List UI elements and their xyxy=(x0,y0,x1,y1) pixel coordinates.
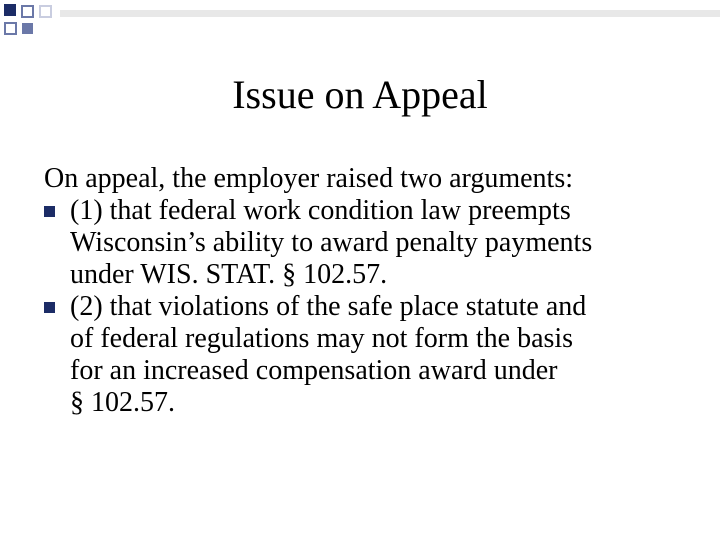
corner-square-dark xyxy=(4,4,16,16)
slide-body xyxy=(44,163,694,419)
bullet-line: of federal regulations may not form the basis xyxy=(70,323,574,354)
corner-square-outline-lower xyxy=(4,22,17,35)
bullet-line: § 102.57. xyxy=(70,387,175,418)
bullet-square-icon xyxy=(44,302,55,313)
bullet-line: for an increased compensation award under xyxy=(70,355,558,386)
bullet-item xyxy=(44,291,694,419)
bullet-line: (2) that violations of the safe place statute and xyxy=(70,291,587,322)
corner-square-outline xyxy=(21,5,34,18)
bullet-line: Wisconsin’s ability to award penalty payments xyxy=(70,227,593,258)
bullet-line: (1) that federal work condition law preempts xyxy=(70,195,571,226)
bullet-item xyxy=(44,195,694,291)
corner-square-mid xyxy=(22,23,33,34)
corner-decoration xyxy=(0,0,60,44)
bullet-line: under WIS. STAT. § 102.57. xyxy=(70,259,388,290)
intro-text: On appeal, the employer raised two arguments: xyxy=(44,163,573,194)
corner-square-light xyxy=(39,5,52,18)
bullet-square-icon xyxy=(44,206,55,217)
top-band xyxy=(60,10,720,17)
slide-title: Issue on Appeal xyxy=(232,72,488,117)
